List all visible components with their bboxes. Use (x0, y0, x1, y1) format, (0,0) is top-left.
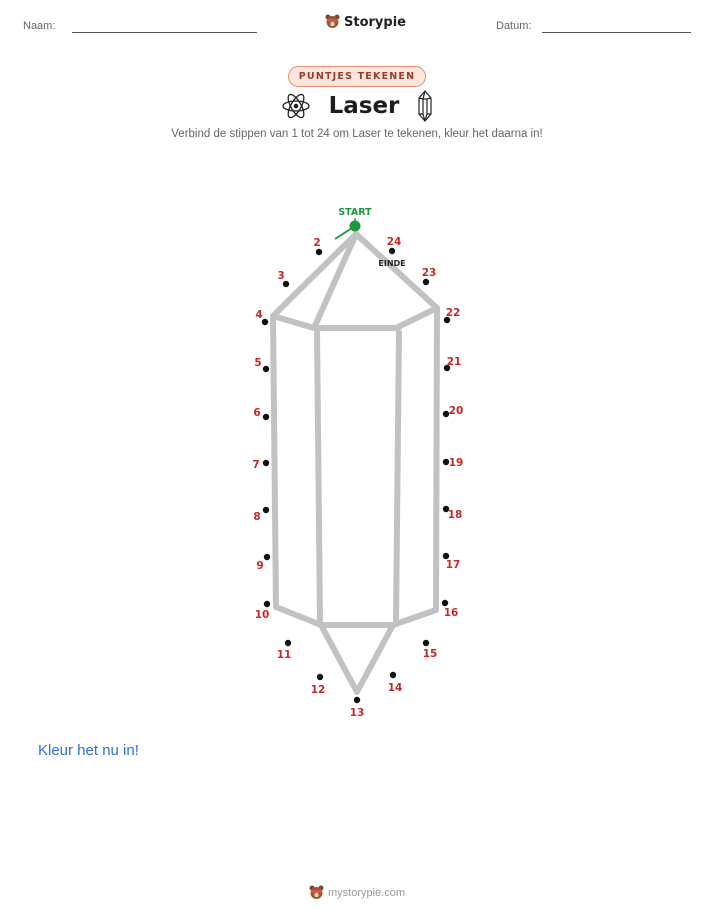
dot-number-6: 6 (253, 407, 261, 419)
end-label: EINDE (378, 259, 406, 268)
dot-13[interactable] (354, 697, 360, 703)
bear-logo-icon (309, 885, 324, 901)
dot-number-8: 8 (253, 511, 261, 523)
dot-number-13: 13 (349, 707, 365, 719)
dot-4[interactable] (262, 319, 268, 325)
name-label: Naam: (23, 20, 56, 32)
dot-number-17: 17 (445, 559, 461, 571)
dot-number-11: 11 (276, 649, 292, 661)
crystal-outline (273, 234, 437, 692)
coloring-prompt: Kleur het nu in! (38, 742, 139, 759)
dot-number-10: 10 (254, 609, 270, 621)
date-label: Datum: (496, 20, 532, 32)
dot-number-9: 9 (256, 560, 264, 572)
dot-number-18: 18 (447, 509, 463, 521)
dot-number-23: 23 (421, 267, 437, 279)
brand-name: Storypie (344, 14, 406, 30)
dot-23[interactable] (423, 279, 429, 285)
dot-number-21: 21 (446, 356, 462, 368)
footer (309, 885, 405, 901)
dot-8[interactable] (263, 507, 269, 513)
dot-number-7: 7 (252, 459, 260, 471)
dot-24[interactable] (389, 248, 395, 254)
start-dot[interactable] (350, 221, 361, 232)
dot-number-5: 5 (254, 357, 262, 369)
dot-number-20: 20 (448, 405, 464, 417)
dot-number-14: 14 (387, 682, 403, 694)
dot-9[interactable] (264, 554, 270, 560)
dot-number-22: 22 (445, 307, 461, 319)
dot-16[interactable] (442, 600, 448, 606)
dot-number-24: 24 (386, 236, 402, 248)
dot-14[interactable] (390, 672, 396, 678)
dot-number-3: 3 (277, 270, 285, 282)
dot-number-19: 19 (448, 457, 464, 469)
dot-number-16: 16 (443, 607, 459, 619)
dot-2[interactable] (316, 249, 322, 255)
dot-12[interactable] (317, 674, 323, 680)
dot-10[interactable] (264, 601, 270, 607)
activity-badge: PUNTJES TEKENEN (288, 66, 427, 87)
dot-number-2: 2 (313, 237, 321, 249)
dot-5[interactable] (263, 366, 269, 372)
footer-url[interactable]: mystorypie.com (327, 887, 406, 899)
page-title: Laser (328, 93, 400, 119)
dot-6[interactable] (263, 414, 269, 420)
dot-7[interactable] (263, 460, 269, 466)
dot-11[interactable] (285, 640, 291, 646)
dot-number-12: 12 (310, 684, 326, 696)
dot-number-4: 4 (255, 309, 263, 321)
dot-number-15: 15 (422, 648, 438, 660)
dot-15[interactable] (423, 640, 429, 646)
instruction-text: Verbind de stippen van 1 tot 24 om Laser te tekenen, kleur het daarna in! (171, 128, 543, 140)
start-label: START (338, 207, 372, 218)
